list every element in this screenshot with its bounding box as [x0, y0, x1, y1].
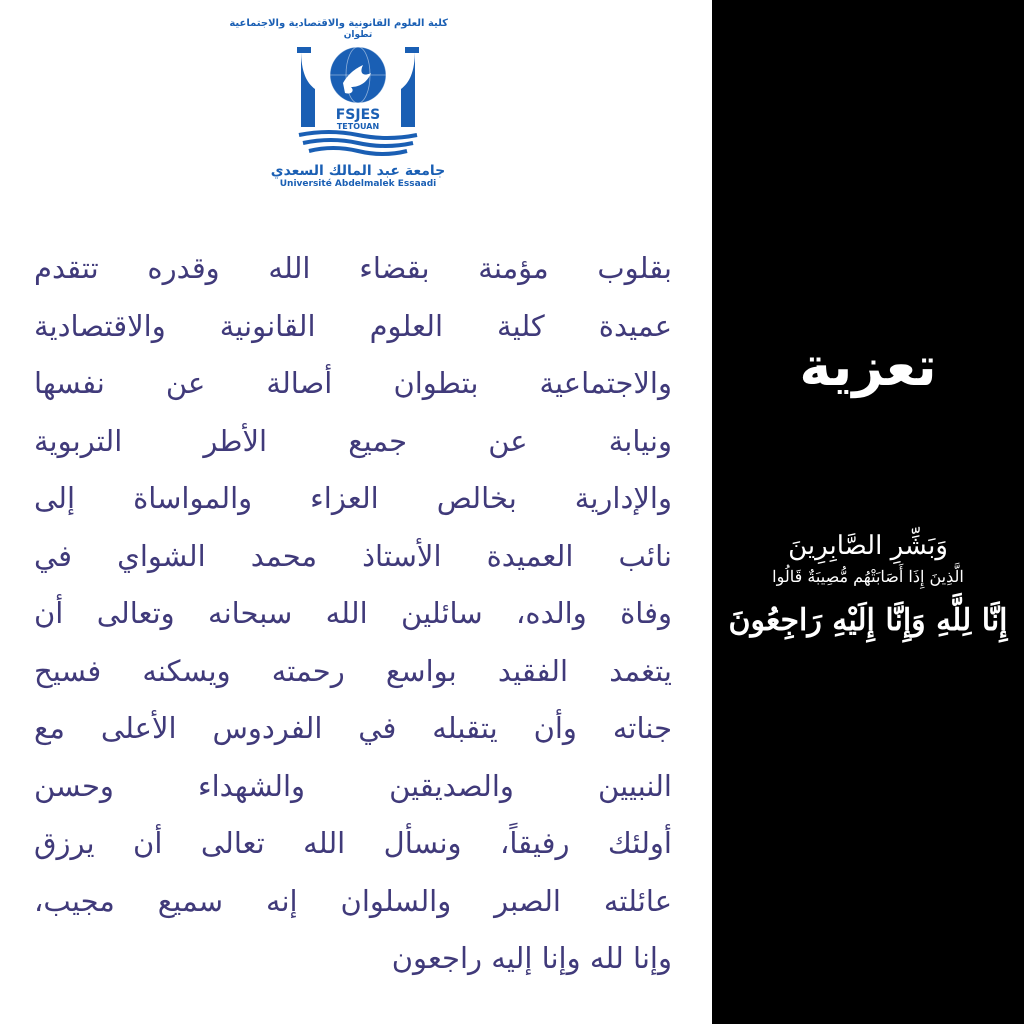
logo-emblem-icon [293, 43, 423, 161]
message-line: وإنا لله وإنا إليه راجعون [391, 941, 672, 975]
message-line: النبيين والصديقين والشهداء وحسن [34, 768, 672, 803]
message-line: والاجتماعية بتطوان أصالة عن نفسها [34, 366, 672, 400]
condolence-message [34, 240, 672, 988]
logo-university-fr: Université Abdelmalek Essaadi [279, 179, 437, 189]
message-line: عائلته الصبر والسلوان إنه سميع مجيب، [34, 883, 672, 918]
message-line: وفاة والده، سائلين الله سبحانه وتعالى أن [34, 596, 672, 630]
side-panel [712, 0, 1024, 1024]
message-line: بقلوب مؤمنة بقضاء الله وقدره تتقدم [34, 251, 672, 285]
logo-faculty-name: كلية العلوم القانونية والاقتصادية والاجتماعية [229, 18, 448, 29]
logo-city-name: تطوان [343, 30, 373, 40]
message-line: عميدة كلية العلوم القانونية والاقتصادية [34, 308, 672, 343]
message-line: نائب العميدة الأستاذ محمد الشواي في [34, 538, 672, 573]
message-line: جناته وأن يتقبله في الفردوس الأعلى مع [34, 711, 672, 745]
verse-line: الَّذِينَ إِذَا أَصَابَتْهُم مُّصِيبَةٌ قَالُوا [772, 567, 964, 586]
logo-university-ar: جامعة عبد المالك السعدي [270, 163, 446, 179]
message-line: ونيابة عن جميع الأطر التربوية [34, 423, 672, 458]
quran-verse [712, 528, 1024, 652]
message-line: أولئك رفيقاً، ونسأل الله تعالى أن يرزق [34, 826, 672, 860]
verse-line: وَبَشِّرِ الصَّابِرِينَ [788, 531, 948, 561]
message-line: يتغمد الفقيد بواسع رحمته ويسكنه فسيح [34, 653, 672, 688]
logo-abbr: FSJES [335, 107, 381, 123]
message-line: والإدارية بخالص العزاء والمواساة إلى [34, 481, 672, 515]
logo-city-fr: TETOUAN [336, 122, 380, 131]
verse-line: إِنَّا لِلَّهِ وَإِنَّا إِلَيْهِ رَاجِعُونَ [728, 603, 1008, 638]
faculty-logo [229, 18, 448, 228]
condolence-title: تعزية [799, 335, 937, 398]
